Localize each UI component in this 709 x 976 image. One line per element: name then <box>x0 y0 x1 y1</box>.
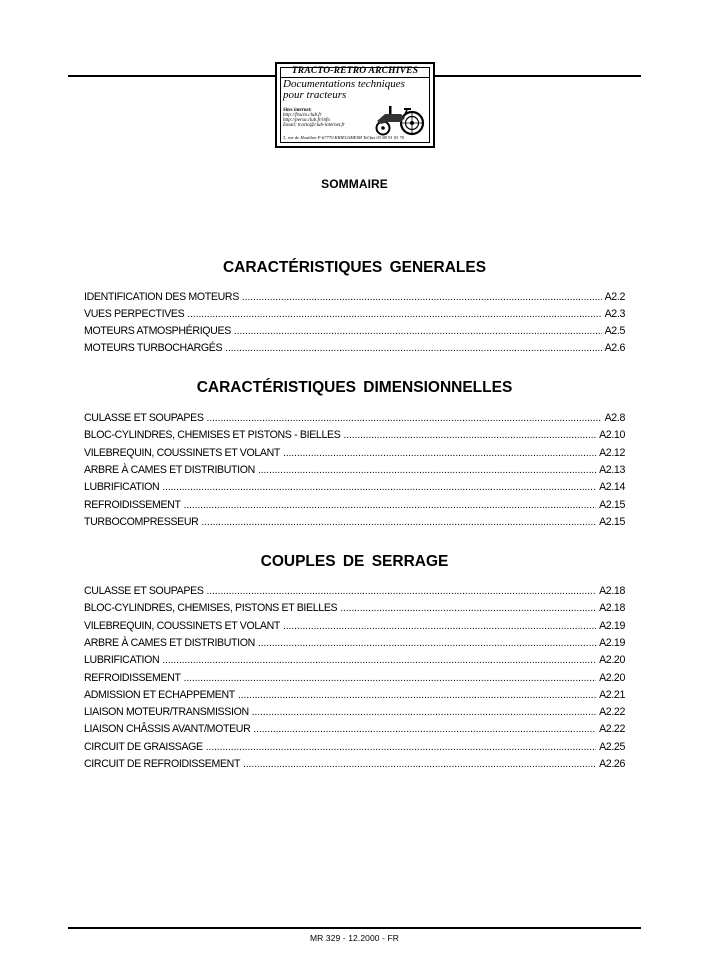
dot-leader <box>184 673 596 684</box>
toc-entry-page: A2.26 <box>599 758 625 770</box>
toc-entry[interactable] <box>84 637 625 651</box>
toc-entry-label: BLOC-CYLINDRES, CHEMISES ET PISTONS - BIELLES <box>84 429 341 442</box>
toc-entry-label: MOTEURS ATMOSPHÉRIQUES <box>84 325 231 337</box>
logo-brand: TRACTO-RETRO ARCHIVES <box>281 66 429 78</box>
logo-site-2: http://perso.club.fr/info <box>283 118 330 123</box>
toc-entry-page: A2.5 <box>604 325 625 337</box>
dot-leader <box>252 707 596 718</box>
toc-entry-label: REFROIDISSEMENT <box>84 671 181 684</box>
dot-leader <box>283 448 596 459</box>
bottom-rule <box>68 927 641 929</box>
toc-entry-label: ADMISSION ET ECHAPPEMENT <box>84 688 235 701</box>
toc-entry-page: A2.20 <box>599 654 625 667</box>
toc-entry-label: BLOC-CYLINDRES, CHEMISES, PISTONS ET BIELLES <box>84 602 338 615</box>
toc-entry[interactable] <box>84 585 625 599</box>
toc-entry-label: REFROIDISSEMENT <box>84 498 181 511</box>
toc-entry-label: CIRCUIT DE REFROIDISSEMENT <box>84 758 241 770</box>
toc-entry[interactable] <box>84 481 625 495</box>
toc-entry-page: A2.22 <box>599 723 625 736</box>
section-title-generales: CARACTÉRISTIQUES GENERALES <box>222 259 487 276</box>
dot-leader <box>242 292 602 303</box>
toc-entry-label: LUBRIFICATION <box>84 481 160 494</box>
toc-entry[interactable] <box>84 654 625 668</box>
tracto-retro-logo <box>275 62 435 148</box>
dot-leader <box>206 742 596 753</box>
dot-leader <box>162 655 596 666</box>
toc-entry-page: A2.18 <box>599 602 625 615</box>
toc-entry[interactable] <box>84 689 625 703</box>
toc-entry-page: A2.22 <box>599 706 625 719</box>
dot-leader <box>253 724 596 735</box>
toc-entry-label: VUES PERPECTIVES <box>84 308 185 320</box>
toc-entry[interactable] <box>84 291 625 305</box>
dot-leader <box>207 586 597 597</box>
toc-entry[interactable] <box>84 308 625 322</box>
toc-entry[interactable] <box>84 412 625 426</box>
toc-entry-page: A2.12 <box>599 446 625 459</box>
toc-entry-page: A2.18 <box>599 585 625 597</box>
toc-entry-label: IDENTIFICATION DES MOTEURS <box>84 291 239 303</box>
toc-entry[interactable] <box>84 516 625 530</box>
dot-leader <box>207 413 602 424</box>
toc-entry-label: CULASSE ET SOUPAPES <box>84 585 204 597</box>
tractor-icon <box>371 102 429 136</box>
toc-entry-page: A2.14 <box>599 481 625 494</box>
toc-entry-page: A2.2 <box>604 291 625 303</box>
logo-site-1: http://fracto.club.fr <box>283 113 322 118</box>
dot-leader <box>283 621 596 632</box>
toc-entry-page: A2.19 <box>599 619 625 632</box>
toc-entry[interactable] <box>84 429 625 443</box>
dot-leader <box>162 482 596 493</box>
toc-entry[interactable] <box>84 723 625 737</box>
dot-leader <box>184 500 596 511</box>
dot-leader <box>187 309 601 320</box>
toc-entry[interactable] <box>84 758 625 772</box>
toc-entry-page: A2.13 <box>599 463 625 476</box>
logo-tagline-2: pour tracteurs <box>283 89 347 101</box>
toc-entry-label: CIRCUIT DE GRAISSAGE <box>84 740 203 753</box>
dot-leader <box>243 759 596 770</box>
toc-entry[interactable] <box>84 499 625 513</box>
toc-entry[interactable] <box>84 620 625 634</box>
page-title: SOMMAIRE <box>321 177 388 191</box>
toc-entry-page: A2.15 <box>599 515 625 528</box>
toc-entry[interactable] <box>84 342 625 356</box>
toc-entry-label: LUBRIFICATION <box>84 654 160 667</box>
toc-entry-label: ARBRE À CAMES ET DISTRIBUTION <box>84 463 255 476</box>
toc-entry-label: LIAISON CHÂSSIS AVANT/MOTEUR <box>84 723 251 736</box>
toc-entry-label: CULASSE ET SOUPAPES <box>84 412 204 424</box>
dot-leader <box>258 465 596 476</box>
dot-leader <box>201 517 596 528</box>
logo-address: 3, rue de Houblon F-67770 KRIEGSHEIM Tel/fax 03 88 91 03 70 <box>283 135 405 140</box>
dot-leader <box>234 326 602 337</box>
toc-entry[interactable] <box>84 672 625 686</box>
toc-entry-page: A2.19 <box>599 636 625 649</box>
toc-entry-page: A2.25 <box>599 740 625 753</box>
logo-email: Email: tracto@club-internet.fr <box>283 123 345 128</box>
toc-entry-page: A2.3 <box>604 308 625 320</box>
toc-entry-label: TURBOCOMPRESSEUR <box>84 515 199 528</box>
toc-entry-label: VILEBREQUIN, COUSSINETS ET VOLANT <box>84 446 281 459</box>
toc-entry-label: ARBRE À CAMES ET DISTRIBUTION <box>84 636 255 649</box>
toc-entry-page: A2.10 <box>599 429 625 442</box>
logo-tagline-1: Documentations techniques <box>283 78 405 90</box>
dot-leader <box>340 603 596 614</box>
toc-entry-page: A2.8 <box>604 412 625 424</box>
dot-leader <box>258 638 596 649</box>
footer-reference: MR 329 - 12.2000 - FR <box>309 933 400 943</box>
toc-entry-label: LIAISON MOTEUR/TRANSMISSION <box>84 706 249 719</box>
logo-sites-label: Sites internet: <box>283 108 312 113</box>
toc-entry-page: A2.15 <box>599 498 625 511</box>
toc-entry[interactable] <box>84 447 625 461</box>
toc-entry[interactable] <box>84 706 625 720</box>
section-title-dimensionnelles: CARACTÉRISTIQUES DIMENSIONNELLES <box>196 379 513 396</box>
toc-entry-page: A2.21 <box>599 688 625 701</box>
dot-leader <box>343 430 596 441</box>
toc-entry[interactable] <box>84 464 625 478</box>
section-title-couples-de-serrage: COUPLES DE SERRAGE <box>260 553 449 570</box>
toc-entry[interactable] <box>84 602 625 616</box>
dot-leader <box>238 690 596 701</box>
toc-entry-page: A2.6 <box>604 342 625 354</box>
toc-entry[interactable] <box>84 325 625 339</box>
dot-leader <box>225 343 601 354</box>
toc-entry-label: VILEBREQUIN, COUSSINETS ET VOLANT <box>84 619 281 632</box>
toc-entry-page: A2.20 <box>599 671 625 684</box>
toc-entry[interactable] <box>84 741 625 755</box>
toc-entry-label: MOTEURS TURBOCHARGÉS <box>84 342 223 354</box>
